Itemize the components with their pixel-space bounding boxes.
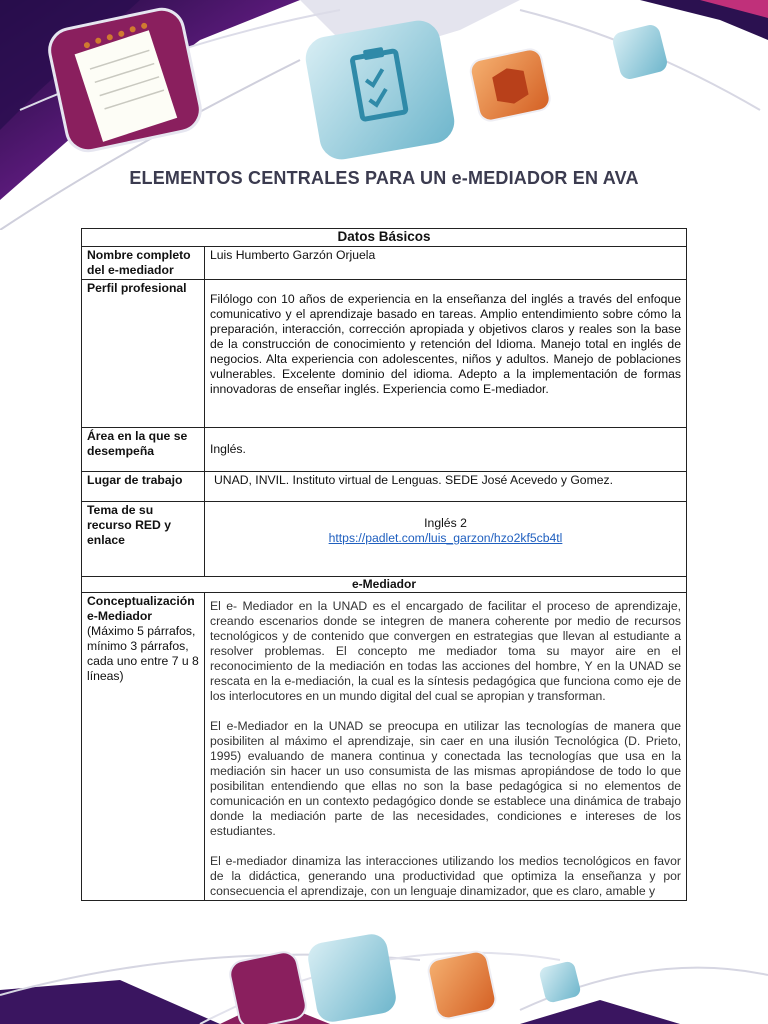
page-title: ELEMENTOS CENTRALES PARA UN e-MEDIADOR EN AVA <box>129 168 639 188</box>
concept-label: Conceptualización e-Mediador <box>87 594 195 623</box>
table-row <box>82 472 687 502</box>
row-value-perfil: Filólogo con 10 años de experiencia en la enseñanza del inglés a través del enfoque comunicativo y el aprendizaje basado en tareas. Amplio entendimiento sobre cómo la preparación, interacción, corrección apropiada y objetivos claros y reales son la base de la construcción de conocimiento y retención del Idioma. Manejo total en inglés de negocios. Alta experiencia con adolescentes, niños y adultos. Manejo de poblaciones vulnerables. Excelente dominio del idioma. Adepto a la implementación de formas innovadoras de enseñar inglés. Experiencia como E-mediador. <box>205 280 687 428</box>
table-row <box>82 428 687 472</box>
row-label-nombre: Nombre completo del e-mediador <box>82 247 205 280</box>
header-decoration <box>0 0 768 230</box>
row-label-tema: Tema de su recurso RED y enlace <box>82 502 205 577</box>
section-header-emediador: e-Mediador <box>82 577 687 593</box>
row-value-area: Inglés. <box>205 428 687 472</box>
row-label-concept <box>82 593 205 901</box>
row-value-tema <box>205 502 687 577</box>
concept-note: (Máximo 5 párrafos, mínimo 3 párrafos, cada uno entre 7 u 8 líneas) <box>87 624 199 683</box>
concept-paragraph-3: El e-mediador dinamiza las interacciones utilizando los medios tecnológicos en favor de la didáctica, generando una productividad que optimiza la enseñanza y por consecuencia el aprendizaje, con un lenguaje dinamizador, que es claro, amable y <box>210 854 681 898</box>
row-value-concept <box>205 593 687 901</box>
table-row <box>82 247 687 280</box>
table-row <box>82 502 687 577</box>
table-row <box>82 593 687 901</box>
row-value-lugar: UNAD, INVIL. Instituto virtual de Lenguas. SEDE José Acevedo y Gomez. <box>205 472 687 502</box>
resource-title: Inglés 2 <box>424 516 467 530</box>
row-label-area: Área en la que se desempeña <box>82 428 205 472</box>
data-table <box>81 228 687 901</box>
row-value-nombre: Luis Humberto Garzón Orjuela <box>205 247 687 280</box>
row-label-lugar: Lugar de trabajo <box>82 472 205 502</box>
concept-paragraph-2: El e-Mediador en la UNAD se preocupa en utilizar las tecnologías de manera que posibiliten al máximo el aprendizaje, sin caer en una ilusión Tecnológica (D. Prieto, 1995) evaluando de manera continua y conectada las tecnologías que usa en la mediación sin hacer un uso consumista de las mismas apropiándose de todo lo que posibilitan entendiendo que ellas no son la base pedagógica si no elementos de comunicación en un contexto pedagógico donde se establece una dinámica de trabajo donde la mediación parte de las necesidades, condiciones e intereses de los estudiantes. <box>210 719 681 838</box>
section-header-datos: Datos Básicos <box>82 229 687 247</box>
table-row <box>82 280 687 428</box>
concept-paragraph-1: El e- Mediador en la UNAD es el encargado de facilitar el proceso de aprendizaje, creando escenarios donde se integren de manera coherente por medio de recursos tecnológicos y de contenido que convergen en estrategias que llevan al estudiante a resolver problemas. El concepto me mediador toma su mayor aire en el reconocimiento de la mediación en todas las acciones del hombre, Y en la UNAD se rescata en la e-mediación, la cual es la síntesis pedagógica que funciona como eje de los interlocutores en un mundo digital del cual se apropian y transforman. <box>210 599 681 703</box>
row-label-perfil: Perfil profesional <box>82 280 205 428</box>
resource-link[interactable]: https://padlet.com/luis_garzon/hzo2kf5cb4tl <box>328 531 563 545</box>
